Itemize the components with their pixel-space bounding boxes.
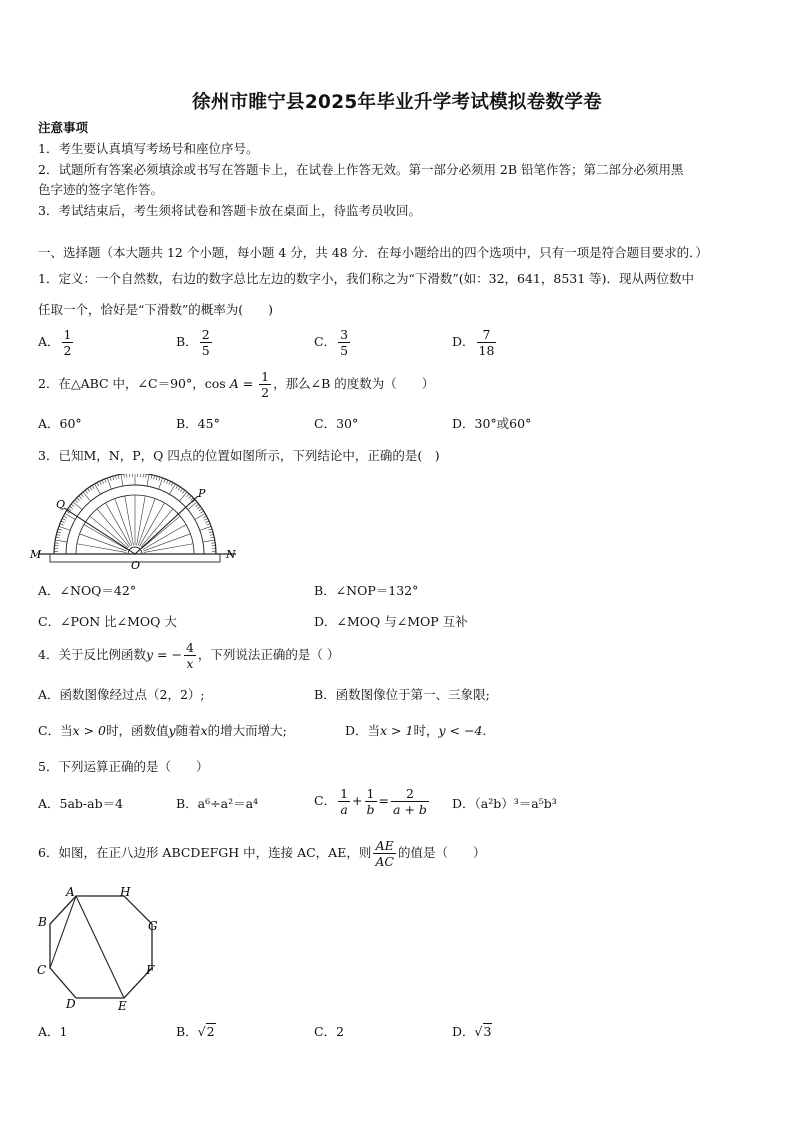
- notes-heading: 注意事项: [38, 120, 89, 135]
- protractor-tick: [169, 481, 171, 485]
- note-3: 3．考试结束后，考生须将试卷和答题卡放在桌面上，待监考员收回。: [38, 203, 421, 218]
- protractor-tick: [56, 537, 60, 538]
- q5-option-a: A．5ab-ab＝4: [38, 796, 124, 811]
- vertex-c: C: [37, 963, 47, 977]
- label-n: N: [226, 548, 236, 561]
- q3-option-b: B．∠NOP＝132°: [314, 583, 419, 598]
- protractor-tick: [179, 492, 187, 501]
- protractor-tick: [83, 492, 91, 501]
- q1-option-a: A． $\frac{1}{2}$: [38, 327, 72, 358]
- note-2: 2．试题所有答案必须填涂或书写在答题卡上，在试卷上作答无效。第一部分必须用 2B 铅笔作答；第二部分必须用黑: [38, 162, 684, 177]
- protractor-tick: [81, 494, 84, 497]
- protractor-tick: [110, 477, 111, 481]
- protractor-rays: [77, 495, 193, 552]
- label-q: Q: [56, 498, 66, 511]
- protractor-tick: [115, 475, 116, 479]
- q6-stem: 6．如图，在正八边形 ABCDEFGH 中，连接 AC，AE，则 $\frac{AE}{AC}$ 的值是（ ）: [38, 838, 486, 869]
- note-1: 1．考生要认真填写考场号和座位序号。: [38, 141, 259, 156]
- protractor-tick: [73, 502, 82, 510]
- protractor-tick: [90, 487, 92, 490]
- vertex-b: B: [38, 915, 47, 929]
- segment-ae: [76, 896, 124, 998]
- protractor-tick: [75, 500, 78, 503]
- protractor-tick: [118, 475, 119, 479]
- protractor-tick: [92, 485, 94, 488]
- protractor-tick: [63, 516, 67, 518]
- q6-option-c: C．2: [314, 1024, 345, 1039]
- q1-stem: 1．定义：一个自然数，右边的数字总比左边的数字小，我们称之为“下滑数”(如：32，641，8531 等)．现从两位数中: [38, 271, 695, 286]
- protractor-tick: [178, 487, 180, 490]
- protractor-tick: [203, 516, 207, 518]
- octagon-figure: [34, 884, 164, 1014]
- protractor-tick: [151, 475, 152, 479]
- protractor-tick: [97, 482, 99, 486]
- q6-option-a: A．1: [38, 1024, 68, 1039]
- q3-option-d: D．∠MOQ 与∠MOP 互补: [314, 614, 468, 629]
- fraction: $\frac{4}{x}$: [185, 640, 194, 671]
- label-m: M: [30, 548, 42, 561]
- fraction: $\frac{7}{18}$: [478, 327, 495, 358]
- fraction: $\frac{3}{5}$: [340, 327, 349, 358]
- q2-option-a: A．60°: [38, 416, 82, 431]
- protractor-tick: [199, 509, 202, 511]
- protractor-tick: [210, 537, 214, 538]
- protractor-tick: [206, 524, 210, 525]
- protractor-tick: [203, 540, 215, 542]
- vertex-e: E: [118, 999, 127, 1013]
- vertex-d: D: [66, 997, 76, 1011]
- protractor-tick: [105, 479, 106, 483]
- protractor-tick: [187, 494, 190, 497]
- q3-option-c: C．∠PON 比∠MOQ 大: [38, 614, 177, 629]
- section-heading: 一、选择题（本大题共 12 个小题，每小题 4 分，共 48 分．在每小题给出的四个选项中，只有一项是符合题目要求的．）: [38, 245, 708, 260]
- fraction: $\frac{AE}{AC}$: [375, 838, 394, 869]
- protractor-tick: [79, 496, 82, 499]
- vertex-f: F: [146, 963, 155, 977]
- protractor-tick: [208, 529, 212, 530]
- q2-option-c: C．30°: [314, 416, 359, 431]
- label-o: O: [131, 559, 141, 570]
- protractor-tick: [164, 479, 165, 483]
- q5-option-d: D．（a²b）³＝a⁵b³: [452, 796, 557, 811]
- protractor-tick: [200, 511, 203, 513]
- fraction: $\frac{1}{b}$: [366, 786, 375, 817]
- q5-option-c: C． $\frac{1}{a}$ + $\frac{1}{b}$ = $\frac{2}{a + b}$: [314, 786, 427, 817]
- protractor-tick: [58, 529, 62, 530]
- q1-option-b: B． $\frac{2}{5}$: [176, 327, 210, 358]
- protractor-tick: [113, 476, 114, 480]
- page-title: 徐州市睢宁县2025年毕业升学考试模拟卷数学卷: [192, 92, 602, 113]
- protractor-tick: [171, 482, 173, 486]
- q3-stem: 3．已知M，N，P，Q 四点的位置如图所示，下列结论中，正确的是( ): [38, 448, 440, 463]
- segment-ac: [50, 896, 76, 968]
- protractor-tick: [146, 474, 147, 478]
- protractor-tick: [95, 484, 101, 494]
- protractor-tick: [159, 477, 160, 481]
- protractor-tick: [176, 485, 178, 488]
- q2-stem: 2．在△ABC 中，∠C＝90°，cos A = $\frac{1}{2}$ ，那么∠B 的度数为（ ）: [38, 369, 435, 400]
- protractor-tick: [166, 480, 168, 484]
- sqrt-expression: √2: [197, 1024, 215, 1039]
- q5-option-b: B．a⁶÷a²＝a⁴: [176, 796, 259, 811]
- q4-option-b: B．函数图像位于第一、三象限;: [314, 687, 490, 702]
- q2-option-b: B．45°: [176, 416, 220, 431]
- q4-stem: 4．关于反比例函数y = − $\frac{4}{x}$ ，下列说法正确的是（ ）: [38, 640, 340, 671]
- vertex-h: H: [120, 885, 131, 899]
- octagon-abcdefgh: [50, 896, 152, 998]
- q6-option-d: D．√3: [452, 1024, 492, 1039]
- ray-oq: [64, 508, 135, 554]
- protractor-tick: [62, 518, 66, 520]
- protractor-tick: [188, 502, 197, 510]
- protractor-tick: [210, 534, 214, 535]
- protractor-tick: [211, 543, 215, 544]
- protractor-tick: [55, 540, 67, 542]
- q4-option-d: D．当x > 1时，y < −4.: [345, 723, 487, 738]
- protractor-figure: [30, 474, 240, 570]
- vertex-a: A: [66, 885, 75, 899]
- protractor-tick: [60, 524, 64, 525]
- ray-op: [135, 496, 198, 554]
- protractor-tick: [204, 518, 208, 520]
- protractor-tick: [147, 474, 149, 486]
- q1-stem-cont: 任取一个，恰好是“下滑数”的概率为( ): [38, 302, 274, 317]
- protractor-tick: [69, 506, 72, 508]
- q2-option-d: D．30°或60°: [452, 416, 532, 431]
- q5-stem: 5．下列运算正确的是（ ）: [38, 759, 209, 774]
- protractor-tick: [182, 490, 184, 493]
- note-2-cont: 色字迹的签字笔作答。: [38, 182, 164, 197]
- fraction: $\frac{2}{5}$: [201, 327, 210, 358]
- protractor-tick: [170, 484, 176, 494]
- q1-option-d: D． $\frac{7}{18}$: [452, 327, 495, 358]
- protractor-tick: [124, 474, 125, 478]
- protractor-tick: [61, 521, 65, 523]
- fraction: $\frac{2}{a + b}$: [393, 786, 427, 817]
- q1-option-c: C． $\frac{3}{5}$: [314, 327, 349, 358]
- q3-option-a: A．∠NOQ＝42°: [38, 583, 137, 598]
- protractor-tick: [55, 543, 59, 544]
- q6-option-b: B．√2: [176, 1024, 215, 1039]
- vertex-g: G: [148, 919, 158, 933]
- protractor-tick: [99, 481, 101, 485]
- protractor-tick: [195, 514, 205, 520]
- fraction: $\frac{1}{a}$: [340, 786, 349, 817]
- protractor-tick: [77, 498, 80, 501]
- protractor-tick: [156, 476, 157, 480]
- protractor-tick: [180, 488, 182, 491]
- protractor-tick: [71, 504, 74, 506]
- protractor-tick: [209, 532, 213, 533]
- protractor-tick: [196, 504, 199, 506]
- protractor-tick: [85, 490, 87, 493]
- protractor-tick: [87, 488, 89, 491]
- fraction: $\frac{1}{2}$: [63, 327, 72, 358]
- fraction: $\frac{1}{2}$: [261, 369, 270, 400]
- label-p: P: [198, 487, 206, 500]
- q4-option-a: A．函数图像经过点（2，2）;: [38, 687, 205, 702]
- protractor-tick: [57, 532, 61, 533]
- protractor-tick: [205, 521, 209, 523]
- protractor-tick: [102, 480, 104, 484]
- q4-option-c: C．当x > 0时，函数值y随着x的增大而增大;: [38, 723, 287, 738]
- protractor-tick: [188, 496, 191, 499]
- protractor-tick: [56, 534, 60, 535]
- protractor-tick: [197, 506, 200, 508]
- protractor-tick: [121, 474, 123, 486]
- protractor-tick: [154, 475, 155, 479]
- sqrt-expression: √3: [474, 1024, 492, 1039]
